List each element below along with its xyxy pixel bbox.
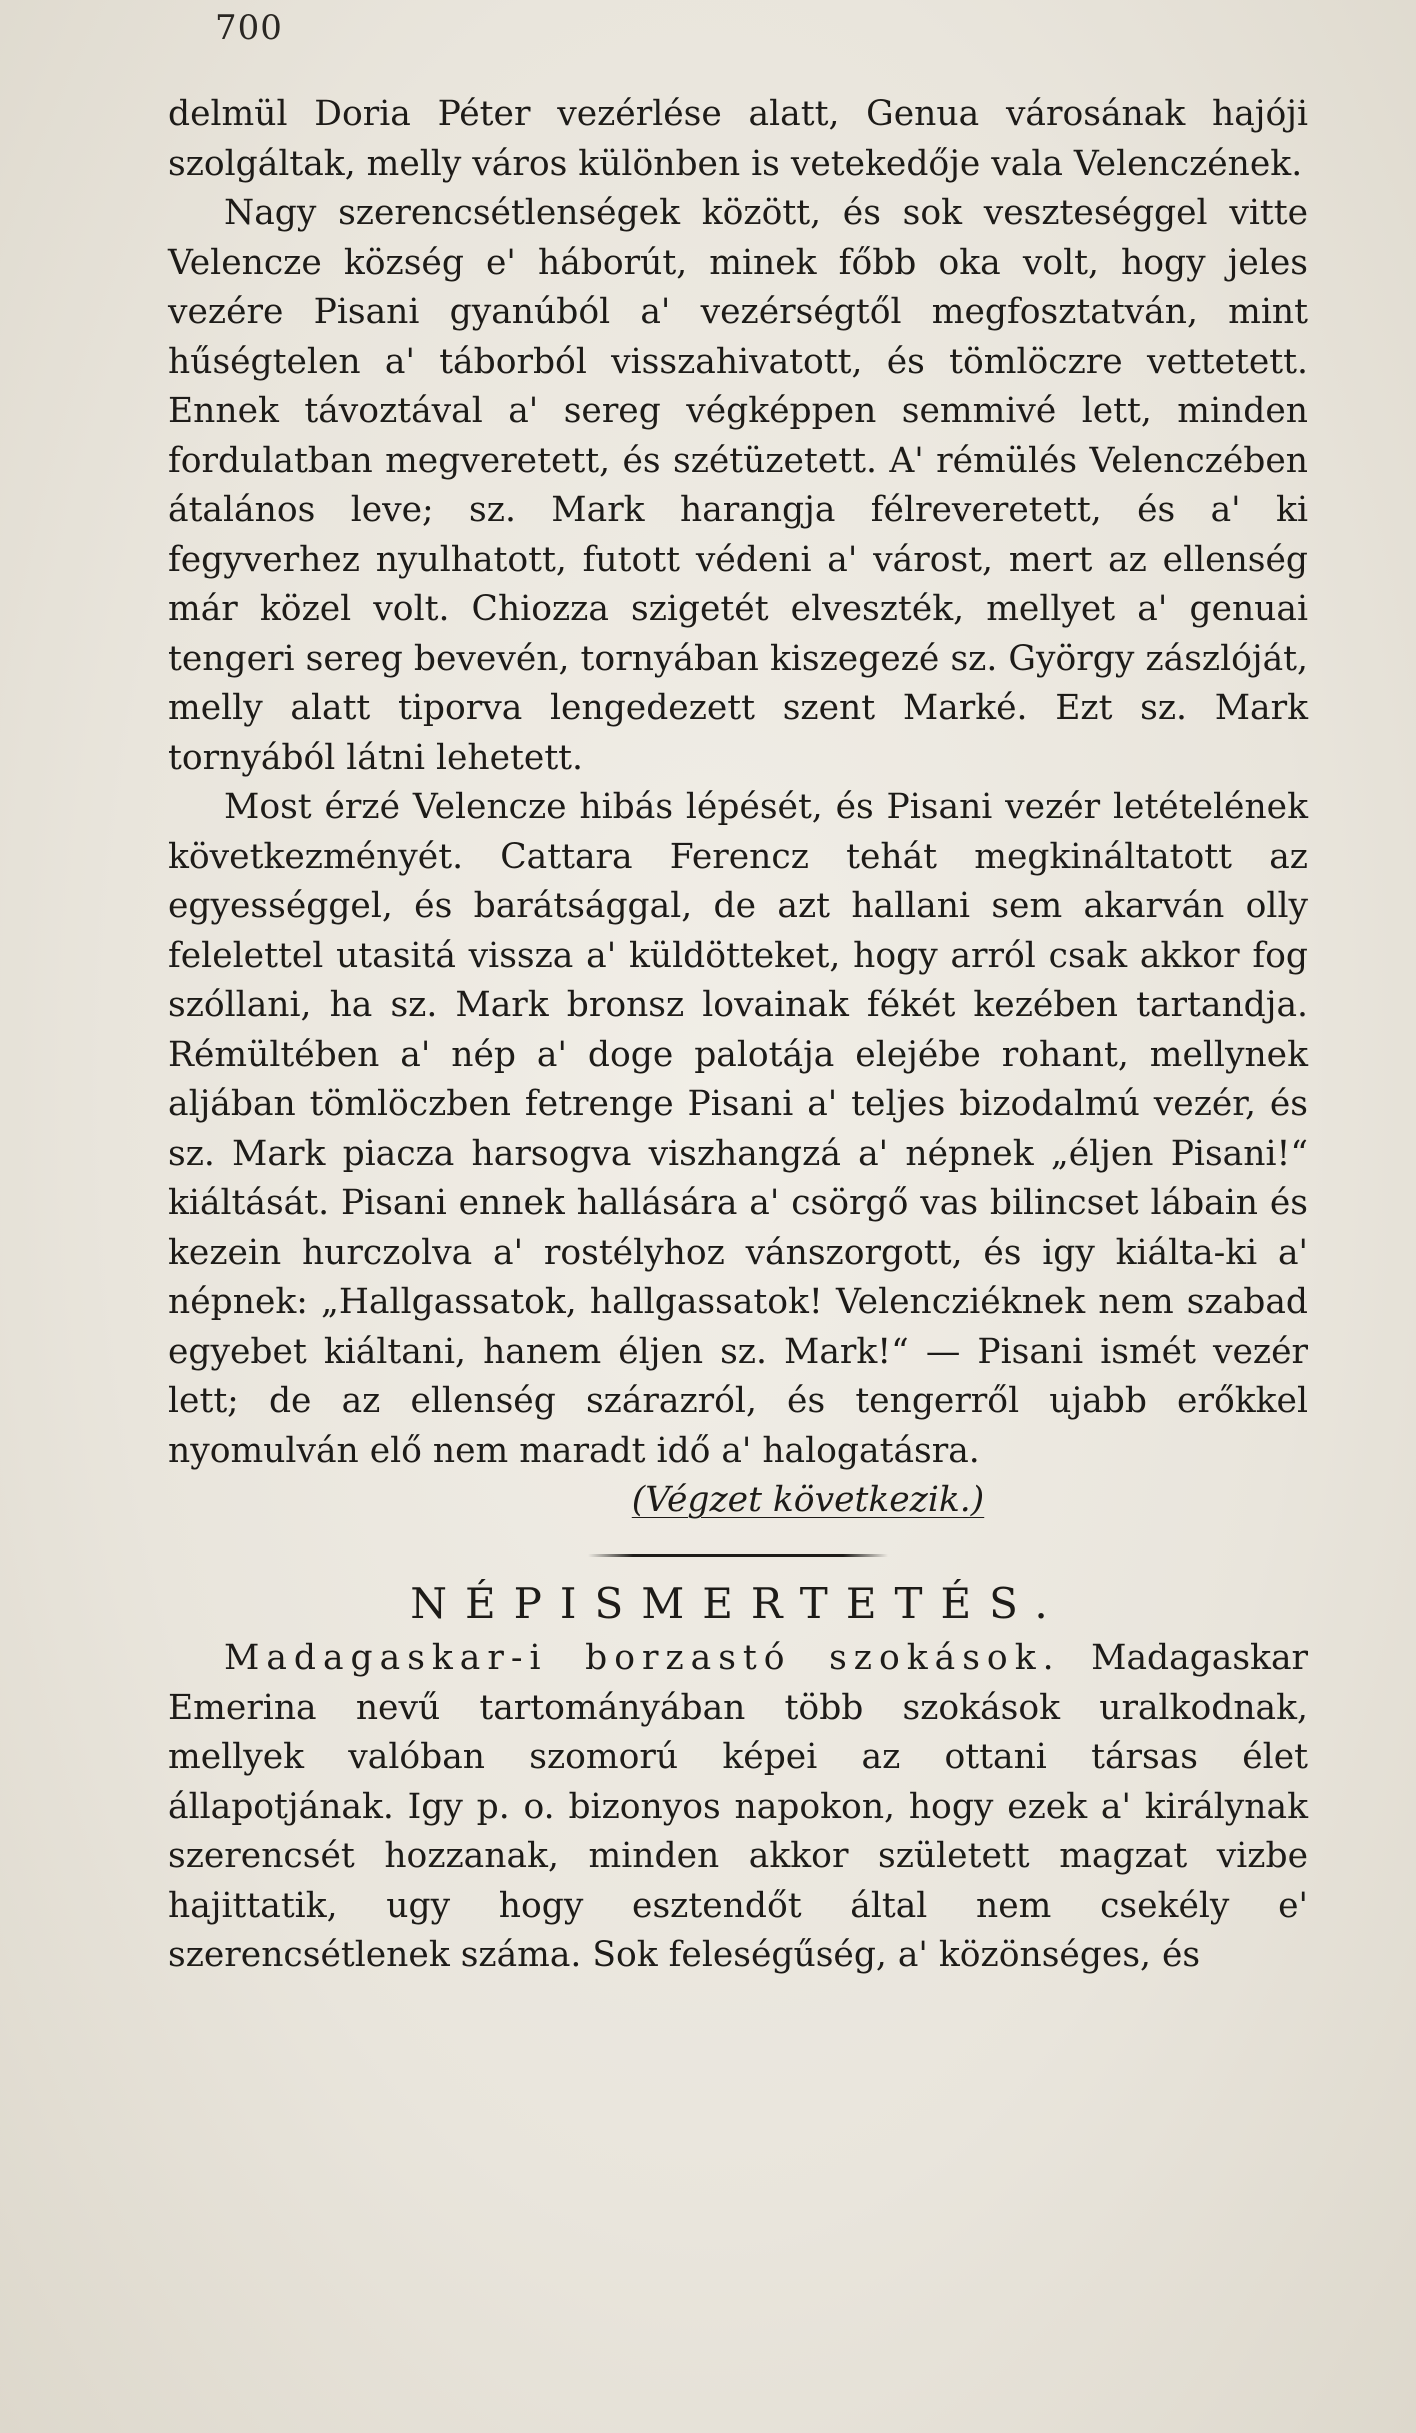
article-body: Madagaskar Emerina nevű tartományában több szokások uralkodnak, mellyek valóban szomorú képei az ottani társas élet állapotjának. Igy p. o. bizonyos napokon, hogy ezek a' királynak szerencsét hozzanak, minden akkor született magzat vizbe hajittatik, ugy hogy esztendőt által nem csekély e' szerencsétlenek száma. Sok feleségűség, a' közönséges, és	[168, 1638, 1309, 1975]
article-heading: Madagaskar-i borzastó szokások.	[224, 1638, 1061, 1678]
paragraph-war: Nagy szerencsétlenségek között, és sok veszteséggel vitte Velencze község e' háborút, minek főbb oka volt, hogy jeles vezére Pisani gyanúból a' vezérségtől megfosztatván, mint hűségtelen a' táborból visszahivatott, és tömlöczre vettetett. Ennek távoztával a' sereg végképpen semmivé lett, minden fordulatban megveretett, és szétüzetett. A' rémülés Velenczében átalános leve; sz. Mark harangja félreveretett, és a' ki fegyverhez nyulhatott, futott védeni a' várost, mert az ellenség már közel volt. Chiozza szigetét elveszték, mellyet a' genuai tengeri sereg bevevén, tornyában kiszegezé sz. György zászlóját, melly alatt tiporva lengedezett szent Marké. Ezt sz. Mark tornyából látni lehetett.	[168, 193, 1308, 778]
to-be-continued-note: (Végzet következik.)	[631, 1480, 985, 1520]
page-text	[168, 90, 1308, 1981]
section-title: NÉPISMERTETÉS.	[410, 1578, 1066, 1628]
paragraph-pisani: Most érzé Velencze hibás lépését, és Pisani vezér letételének következményét. Cattara Ferencz tehát megkináltatott az egyességgel, és barátsággal, de azt hallani sem akarván olly felelettel utasitá vissza a' küldötteket, hogy arról csak akkor fog szóllani, ha sz. Mark bronsz lovainak fékét kezében tartandja. Rémültében a' nép a' doge palotája elejébe rohant, mellynek aljában tömlöczben fetrenge Pisani a' teljes bizodalmú vezér, és sz. Mark piacza harsogva viszhangzá a' népnek „éljen Pisani!“ kiáltását. Pisani ennek hallására a' csörgő vas bilincset lábain és kezein hurczolva a' rostélyhoz vánszorgott, és igy kiálta-ki a' népnek: „Hallgassatok, hallgassatok! Velencziéknek nem szabad egyebet kiáltani, hanem éljen sz. Mark!“ — Pisani ismét vezér lett; de az ellenség szárazról, és tengerről ujabb erőkkel nyomulván elő nem maradt idő a' halogatásra.	[168, 787, 1308, 1471]
paragraph-madagascar	[168, 1634, 1308, 1981]
paragraph-continuation: delmül Doria Péter vezérlése alatt, Genua városának hajóji szolgáltak, melly város különben is vetekedője vala Velenczének.	[168, 94, 1308, 184]
section-divider	[588, 1554, 888, 1557]
page-number: 700	[215, 8, 283, 48]
